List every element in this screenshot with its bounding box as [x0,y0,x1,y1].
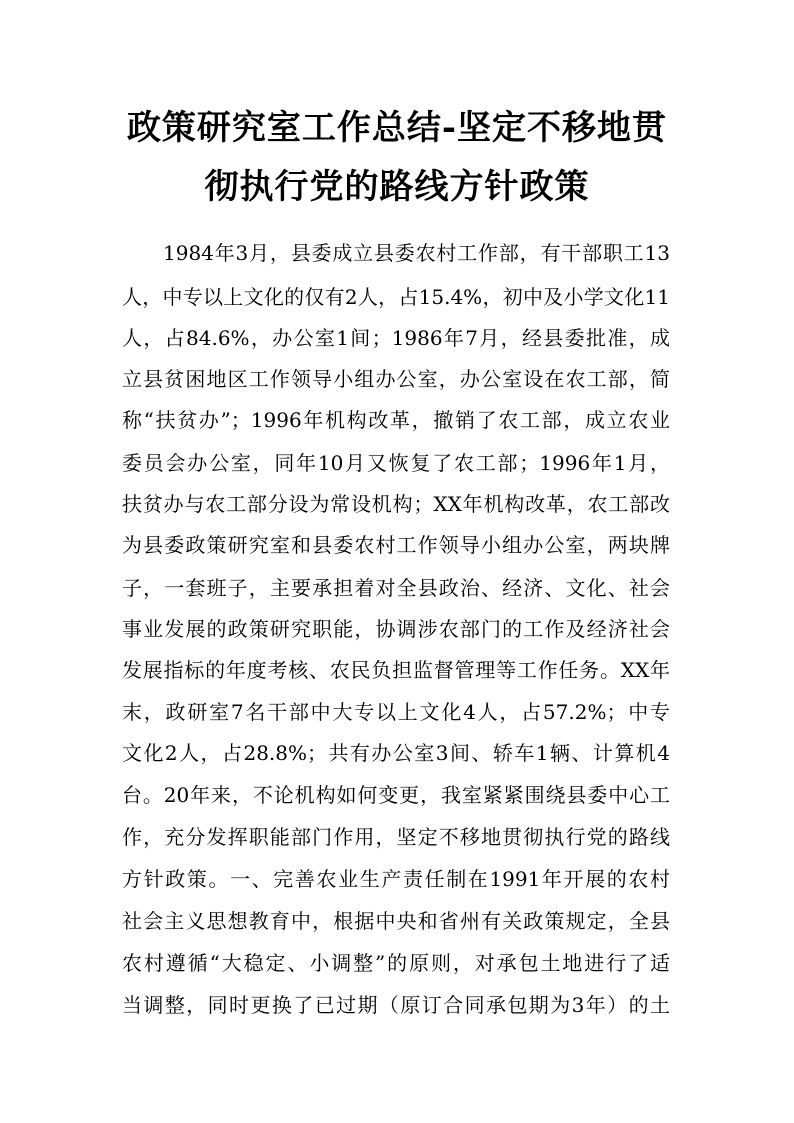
paragraph-line: 称“扶贫办”；1996年机构改革，撤销了农工部，成立农业 [122,408,670,432]
paragraph-line: 事业发展的政策研究职能，协调涉农部门的工作及经济社会 [122,617,670,641]
paragraph-line: 子，一套班子，主要承担着对全县政治、经济、文化、社会 [122,576,670,600]
paragraph-line: 为县委政策研究室和县委农村工作领导小组办公室，两块牌 [122,533,670,557]
paragraph-line: 农村遵循“大稳定、小调整”的原则，对承包土地进行了适 [122,951,670,975]
paragraph-line: 立县贫困地区工作领导小组办公室，办公室设在农工部，简 [122,367,670,391]
paragraph-line: 末，政研室7名干部中大专以上文化4人，占57.2%；中专 [122,700,670,724]
paragraph-line: 人，占84.6%，办公室1间；1986年7月，经县委批准，成 [122,326,670,350]
paragraph-line: 扶贫办与农工部分设为常设机构；XX年机构改革，农工部改 [122,492,670,516]
document-title-line-1: 政策研究室工作总结-坚定不移地贯 [126,108,668,148]
paragraph-line: 委员会办公室，同年10月又恢复了农工部；1996年1月， [122,451,670,475]
paragraph-line: 当调整，同时更换了已过期（原订合同承包期为3年）的土 [122,993,670,1017]
paragraph-line: 文化2人，占28.8%；共有办公室3间、轿车1辆、计算机4 [122,741,670,765]
paragraph-line: 人，中专以上文化的仅有2人，占15.4%，初中及小学文化11 [122,285,670,309]
paragraph-line: 发展指标的年度考核、农民负担监督管理等工作任务。XX年 [122,658,670,682]
paragraph-line: 1984年3月，县委成立县委农村工作部，有干部职工13 [163,241,670,265]
paragraph-line: 社会主义思想教育中，根据中央和省州有关政策规定，全县 [122,909,670,933]
paragraph-line: 方针政策。一、完善农业生产责任制在1991年开展的农村 [122,867,670,891]
paragraph-line: 台。20年来，不论机构如何变更，我室紧紧围绕县委中心工 [122,783,670,807]
document-title-line-2: 彻执行党的路线方针政策 [204,167,590,207]
paragraph-line: 作，充分发挥职能部门作用，坚定不移地贯彻执行党的路线 [122,825,670,849]
